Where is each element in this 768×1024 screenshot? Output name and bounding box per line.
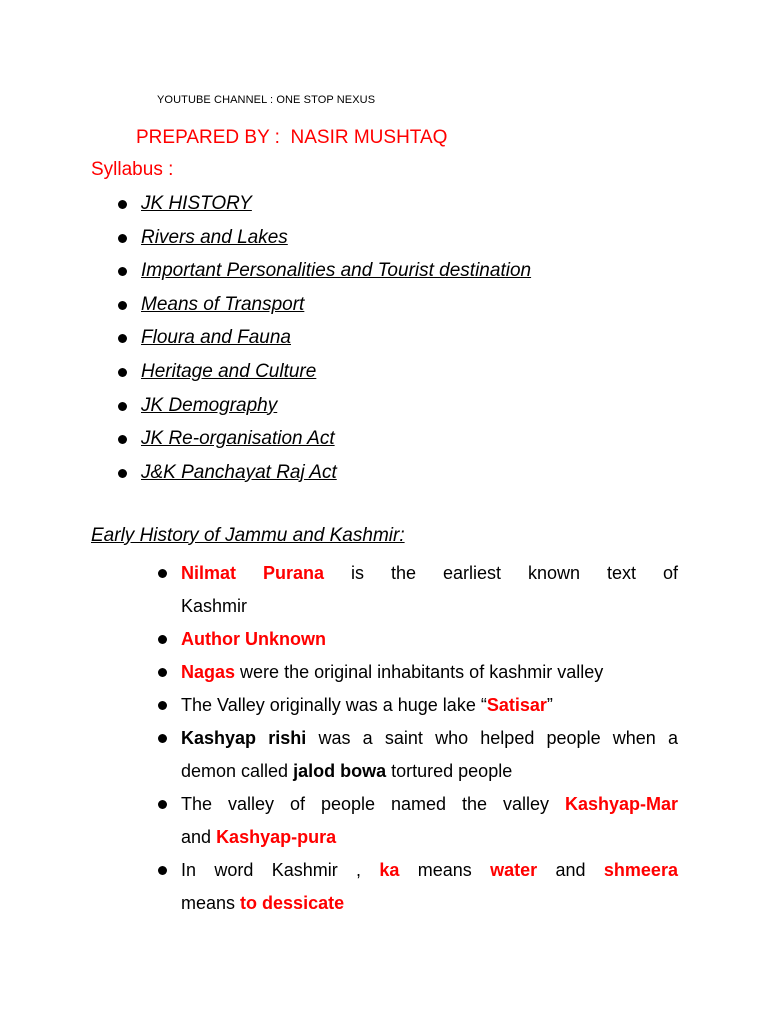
list-item	[158, 722, 678, 788]
bullet-icon	[158, 734, 167, 743]
section-title: Early History of Jammu and Kashmir:	[91, 525, 405, 546]
list-item	[158, 788, 678, 854]
bullet-icon	[118, 267, 127, 276]
list-item	[118, 224, 531, 258]
list-item-label: Heritage and Culture	[141, 360, 317, 382]
list-item-label: Important Personalities and Tourist destination	[141, 260, 532, 282]
list-item	[118, 257, 531, 291]
highlight-text: to dessicate	[240, 893, 345, 913]
list-item	[118, 190, 531, 224]
list-item-label: Floura and Fauna	[141, 327, 291, 349]
body-text: The Valley originally was a huge lake “	[181, 695, 487, 715]
body-text: were the original inhabitants of kashmir valley	[240, 662, 604, 682]
list-item-label: J&K Panchayat Raj Act	[141, 461, 337, 483]
bullet-icon	[158, 800, 167, 809]
highlight-text: Author Unknown	[181, 629, 326, 649]
list-item-label: Rivers and Lakes	[141, 226, 288, 248]
highlight-text: shmeera	[603, 860, 678, 880]
bullet-icon	[158, 569, 167, 578]
bullet-icon	[158, 701, 167, 710]
body-text: The valley of people named the valley	[181, 794, 549, 814]
line-continuation	[181, 755, 678, 788]
bullet-icon	[118, 402, 127, 411]
bold-text: Kashyap rishi	[181, 728, 307, 748]
body-text: and	[181, 827, 212, 847]
list-item	[118, 425, 531, 459]
body-text: is the earliest known text of	[351, 563, 678, 583]
prepared-by-line: PREPARED BY : NASIR MUSHTAQ	[136, 127, 448, 148]
syllabus-list	[118, 190, 531, 492]
body-text: Kashmir	[181, 596, 248, 616]
line-continuation	[181, 821, 678, 854]
line-continuation	[181, 887, 678, 920]
body-text: ”	[546, 695, 553, 715]
list-item	[118, 291, 531, 325]
bold-text: jalod bowa	[293, 761, 387, 781]
body-text: and	[555, 860, 586, 880]
body-text: tortured people	[391, 761, 513, 781]
highlight-text: Nilmat Purana	[181, 563, 325, 583]
body-text: demon called	[181, 761, 289, 781]
list-item-label: JK Re-organisation Act	[141, 428, 335, 450]
bullet-icon	[158, 668, 167, 677]
bullet-icon	[158, 635, 167, 644]
list-item	[118, 392, 531, 426]
list-item	[158, 689, 678, 722]
list-item-label: JK HISTORY	[141, 193, 252, 214]
list-item-label: Means of Transport	[141, 293, 305, 315]
list-item	[118, 324, 531, 358]
bullet-icon	[118, 435, 127, 444]
list-item	[118, 358, 531, 392]
history-list	[158, 557, 678, 920]
list-item	[158, 557, 678, 623]
list-item-label: JK Demography	[141, 394, 278, 416]
body-text: means	[181, 893, 236, 913]
list-item	[118, 459, 531, 493]
list-item	[158, 656, 678, 689]
highlight-text: Nagas	[181, 662, 236, 682]
highlight-text: water	[490, 860, 538, 880]
body-text: was a saint who helped people when a	[318, 728, 679, 748]
bullet-icon	[118, 234, 127, 243]
bullet-icon	[118, 301, 127, 310]
syllabus-title: Syllabus :	[91, 159, 174, 180]
highlight-text: Satisar	[486, 695, 547, 715]
body-text: means	[417, 860, 472, 880]
list-item	[158, 854, 678, 920]
body-text: In word Kashmir ,	[181, 860, 362, 880]
bullet-icon	[118, 368, 127, 377]
highlight-text: Kashyap-pura	[216, 827, 337, 847]
bullet-icon	[158, 866, 167, 875]
bullet-icon	[118, 334, 127, 343]
highlight-text: ka	[379, 860, 400, 880]
list-item	[158, 623, 678, 656]
bullet-icon	[118, 200, 127, 209]
bullet-icon	[118, 469, 127, 478]
highlight-text: Kashyap-Mar	[564, 794, 678, 814]
channel-line: YOUTUBE CHANNEL : ONE STOP NEXUS	[157, 94, 376, 106]
